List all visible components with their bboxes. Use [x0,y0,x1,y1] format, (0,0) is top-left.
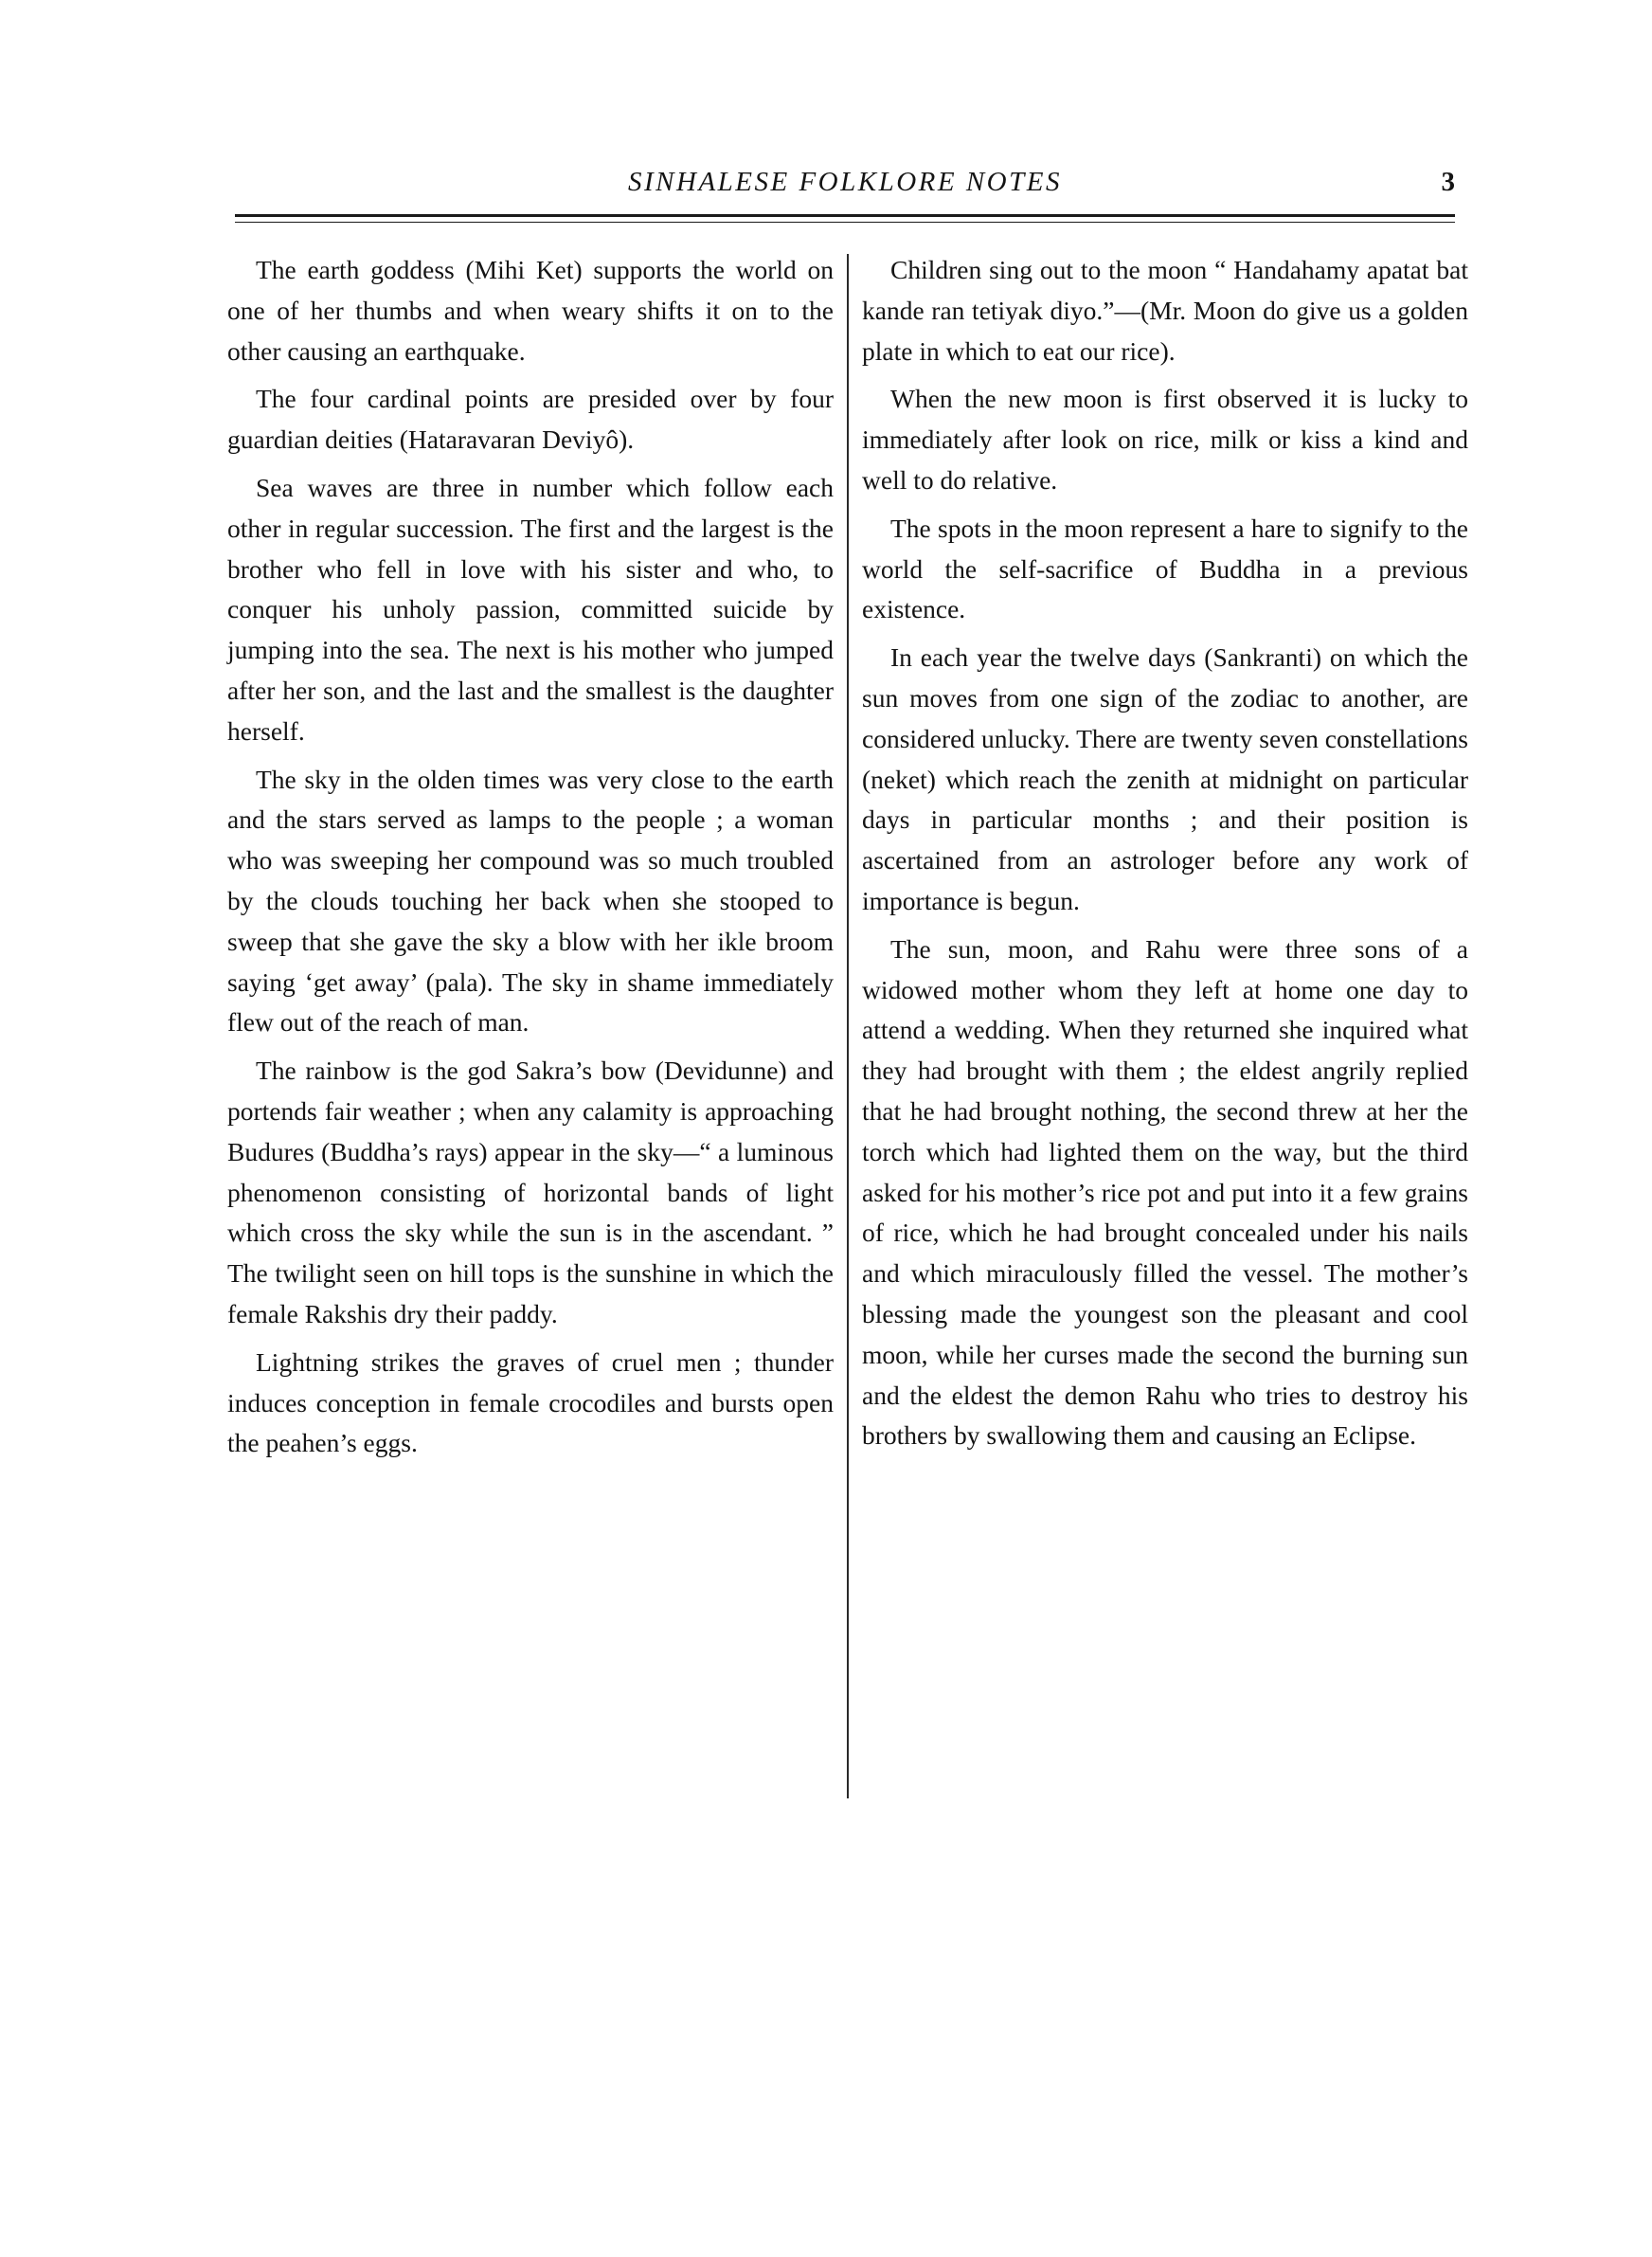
paragraph-lightning: Lightning strikes the graves of cruel men ; thunder induces conception in female crocodiles and bursts open the peahen’s eggs. [227,1346,834,1458]
page-header [235,167,1455,208]
paragraph-children-sing: Children sing out to the moon “ Handahamy apatat bat kande ran tetiyak diyo.”—(Mr. Moon do give us a golden plate in which to eat our rice). [862,255,1468,366]
paragraph-cardinal-points: The four cardinal points are presided over by four guardian deities (Hataravaran Deviyô). [227,384,834,455]
paragraph-earth-goddess: The earth goddess (Mihi Ket) supports the world on one of her thumbs and when weary shifts it on to the other causing an earthquake. [227,255,834,366]
page-number: 3 [1441,167,1455,197]
paragraph-sankranti: In each year the twelve days (Sankranti) on which the sun moves from one sign of the zodiac to another, are considered unlucky. There are twenty seven constellations (neket) which reach the zenith at midnight on particular days in particular months ; and their position is ascertained from an astrologer before any work of importance is begun. [862,642,1468,915]
header-rule-thin [235,222,1455,223]
running-title: SINHALESE FOLKLORE NOTES [628,167,1062,197]
paragraph-sun-moon-rahu: The sun, moon, and Rahu were three sons of a widowed mother whom they left at home one day to attend a wedding. When they returned she inquired what they had brought with them ; the eldest angrily replied that he had brought nothing, the second threw at her the torch which had lighted them on the way, but the third asked for his mother’s rice pot and put into it a few grains of rice, which he had brought concealed under his nails and which miraculously filled the vessel. The mother’s blessing made the youngest son the pleasant and cool moon, while her curses made the second the burning sun and the eldest the demon Rahu who tries to destroy his brothers by swallowing them and causing an Eclipse. [862,933,1468,1451]
paragraph-sea-waves: Sea waves are three in number which follow each other in regular succession. The first and the largest is the brother who fell in love with his sister and who, to conquer his unholy passion, committed suicide by jumping into the sea. The next is his mother who jumped after her son, and the last and the smallest is the daughter herself. [227,472,834,746]
left-column [227,250,834,1472]
header-rule-thick [235,214,1455,217]
paragraph-rainbow: The rainbow is the god Sakra’s bow (Devidunne) and portends fair weather ; when any calamity is approaching Budures (Buddha’s rays) appear in the sky—“ a luminous phenomenon consisting of horizontal bands of light which cross the sky while the sun is in the ascendant. ” The twilight seen on hill tops is the sunshine in which the female Rakshis dry their paddy. [227,1056,834,1328]
column-divider [847,254,849,1798]
paragraph-new-moon: When the new moon is first observed it is lucky to immediately after look on rice, milk or kiss a kind and well to do relative. [862,384,1468,495]
right-column [862,250,1468,1464]
paragraph-moon-spots: The spots in the moon represent a hare to signify to the world the self-sacrifice of Buddha in a previous existence. [862,513,1468,624]
paragraph-sky: The sky in the olden times was very close to the earth and the stars served as lamps to the people ; a woman who was sweeping her compound was so much troubled by the clouds touching her back when she stooped to sweep that she gave the sky a blow with her ikle broom saying ‘get away’ (pala). The sky in shame immediately flew out of the reach of man. [227,764,834,1038]
